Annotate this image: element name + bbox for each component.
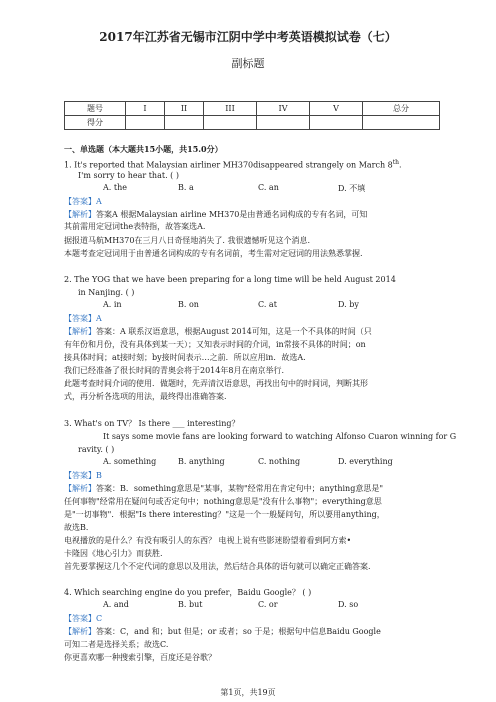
- question-2-stem: 2. The YOG that we have been preparing for a long time will be held August 2014: [64, 275, 396, 284]
- q4-option-a: A. and: [103, 600, 129, 609]
- page-title: 2017年江苏省无锡市江阴中学中考英语模拟试卷（七）: [99, 30, 397, 44]
- q1-option-b: B. a: [178, 183, 194, 192]
- score-table-header-row: [65, 102, 440, 116]
- q1-analysis-text: 答案A 根据Malaysian airline MH370是由普通名词构成的专有名词，可知: [96, 210, 368, 219]
- q1-comment: 本题考查定冠词用于由普通名词构成的专有名词前，考生需对定冠词的用法熟悉掌握.: [64, 249, 363, 258]
- page-footer: 第1页，共19页: [220, 688, 276, 697]
- q3-option-a: A. something: [103, 457, 157, 466]
- score-table-score-row: [65, 116, 440, 130]
- q2-answer: 【答案】A: [64, 314, 102, 323]
- score-table-header-cell: III: [204, 102, 257, 116]
- score-cell: [363, 116, 440, 130]
- question-2-stem-line2: in Nanjing. ( ): [78, 288, 135, 297]
- q3-analysis-line3: 是"一切事物"．根据"Is there interesting？"这是一个一般疑问句，所以要用anything，: [64, 510, 385, 519]
- q3-translation-line2: 卡隆因《地心引力》而获胜.: [64, 549, 163, 558]
- q2-option-c: C. at: [258, 300, 277, 309]
- question-1-stem-line2: I'm sorry to hear that. ( ): [78, 171, 179, 180]
- score-table-header-cell: IV: [257, 102, 310, 116]
- q2-option-a: A. in: [103, 300, 122, 309]
- score-table-header-cell: 题号: [65, 102, 126, 116]
- q3-translation-line1: 电视播放的是什么？有没有吸引人的东西？ 电视上说有些影迷盼望着看到阿方索•: [64, 536, 352, 545]
- q3-option-c: C. nothing: [258, 457, 301, 466]
- q2-analysis-line3: 接具体时间；at接时刻；by接时间表示…之前．所以应用in．故选A.: [64, 353, 306, 362]
- q4-translation: 你更喜欢哪一种搜索引擎，百度还是谷歌？: [64, 653, 216, 662]
- q3-analysis-tag: 【解析】: [64, 484, 96, 493]
- score-table-header-cell: 总分: [363, 102, 440, 116]
- q3-answer: 【答案】B: [64, 471, 102, 480]
- q3-analysis-text: 答案：B．something意思是"某事，某物"经常用在肯定句中；anything意思是": [96, 484, 383, 493]
- q4-option-d: D. so: [338, 600, 359, 609]
- q3-analysis-line1: [64, 483, 383, 495]
- q1-answer: 【答案】A: [64, 197, 102, 206]
- q4-analysis-line2: 可知二者是选择关系；故选C.: [64, 640, 169, 649]
- question-3-stem-line3: ravity. ( ): [78, 445, 115, 454]
- q1-translation: 据报道马航MH370在三月八日奇怪地消失了. 我很遗憾听见这个消息.: [64, 236, 311, 245]
- q1-option-c: C. an: [258, 183, 279, 192]
- q2-option-b: B. on: [178, 300, 199, 309]
- q1-superscript: th: [392, 159, 400, 166]
- q2-translation: 我们已经准备了很长时间的青奥会将于2014年8月在南京举行.: [64, 366, 284, 375]
- q3-comment: 首先要掌握这几个不定代词的意思以及用法，然后结合具体的语句就可以确定正确答案.: [64, 562, 371, 571]
- q4-answer: 【答案】C: [64, 614, 103, 623]
- q3-analysis-line2: 任何事物"经常用在疑问句或否定句中；nothing意思是"没有什么事物"；everything意思: [64, 497, 382, 506]
- q2-analysis-line1: [64, 326, 372, 338]
- score-table-header-cell: II: [165, 102, 204, 116]
- q1-stem-text: 1. It's reported that Malaysian airliner MH370disappeared strangely on March 8: [64, 160, 393, 170]
- score-cell: [310, 116, 363, 130]
- page-subtitle: 副标题: [231, 57, 265, 70]
- section-heading: 一、单选题（本大题共15小题，共15.0分）: [64, 144, 223, 154]
- q1-stem-end: .: [399, 160, 402, 170]
- question-3-stem: 3. What's on TV？ Is there ___ interesting？: [64, 419, 240, 428]
- q2-comment-line1: 此题考查时间介词的使用．做题时，先弄清汉语意思，再找出句中的时间词，判断其形: [64, 379, 368, 388]
- q1-analysis-line2: 其前需用定冠词the表特指，故答案选A.: [64, 222, 206, 231]
- q4-option-b: B. but: [178, 600, 203, 609]
- q1-option-d: D. 不填: [338, 184, 366, 193]
- q3-analysis-line4: 故选B．: [64, 523, 94, 532]
- question-3-stem-line2: It says some movie fans are looking forward to watching Alfonso Cuaron winning for G: [103, 432, 457, 441]
- score-row-label: 得分: [65, 116, 126, 130]
- q1-option-a: A. the: [103, 183, 127, 192]
- q2-analysis-text: 答案：A 联系汉语意思，根据August 2014可知，这是一个不具体的时间（只: [96, 327, 372, 336]
- score-cell: [126, 116, 165, 130]
- q4-option-c: C. or: [258, 600, 278, 609]
- score-table-header-cell: I: [126, 102, 165, 116]
- score-cell: [165, 116, 204, 130]
- q2-analysis-tag: 【解析】: [64, 327, 96, 336]
- q2-option-d: D. by: [338, 300, 359, 309]
- q1-analysis-line1: [64, 209, 367, 221]
- score-cell: [204, 116, 257, 130]
- q2-analysis-line2: 有年份和月份，没有具体到某一天）；又知表示时间的介词，in常接不具体的时间；on: [64, 340, 366, 349]
- score-cell: [257, 116, 310, 130]
- question-4-stem: 4. Which searching engine do you prefer，Baidu Google？ ( ): [64, 588, 312, 597]
- q4-analysis-tag: 【解析】: [64, 627, 96, 636]
- q3-option-d: D. everything: [338, 457, 393, 466]
- score-table: [64, 101, 440, 130]
- q4-analysis-line1: [64, 626, 381, 638]
- q3-option-b: B. anything: [178, 457, 225, 466]
- q1-analysis-tag: 【解析】: [64, 210, 96, 219]
- q4-analysis-text: 答案：C，and 和；but 但是；or 或者；so 于是；根据句中信息Baidu Google: [96, 627, 381, 636]
- q2-comment-line2: 式，再分析各选项的用法，最终得出准确答案.: [64, 392, 227, 401]
- score-table-header-cell: V: [310, 102, 363, 116]
